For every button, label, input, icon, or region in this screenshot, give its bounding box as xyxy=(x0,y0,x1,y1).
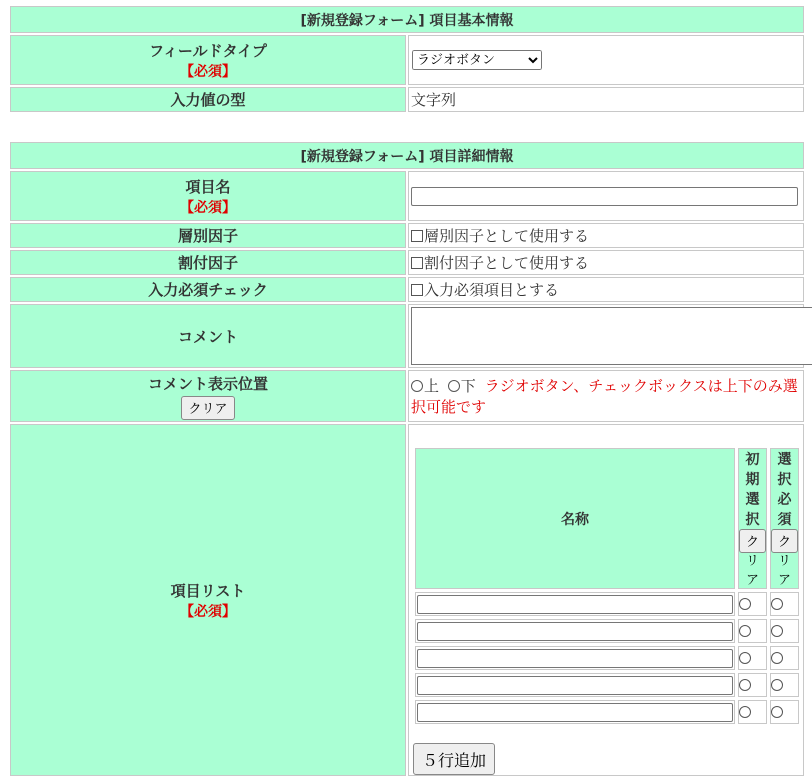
alloc-cell xyxy=(408,250,804,275)
name-cell xyxy=(415,646,735,670)
initial-cell xyxy=(738,700,767,724)
list-header-name: 名称 xyxy=(415,448,735,589)
item-list-label-text: 項目リスト xyxy=(170,581,246,600)
table-row xyxy=(415,646,799,670)
initial-cell xyxy=(738,592,767,616)
comment-cell xyxy=(408,304,804,368)
initial-radio[interactable] xyxy=(739,652,751,664)
required-mark: 【必須】 xyxy=(180,603,236,620)
required-mark: 【必須】 xyxy=(180,63,236,80)
item-name-field[interactable] xyxy=(417,703,733,722)
initial-radio[interactable] xyxy=(739,679,751,691)
required-cell xyxy=(770,673,799,697)
required-radio[interactable] xyxy=(771,679,783,691)
name-cell xyxy=(415,673,735,697)
list-header-initial-text: 初期選択 xyxy=(745,452,760,528)
strata-cell xyxy=(408,223,804,248)
comment-pos-cell xyxy=(408,370,804,422)
item-list-table xyxy=(412,445,802,727)
alloc-checkbox-label: 割付因子として使用する xyxy=(424,254,590,272)
add-five-rows-button[interactable]: ５行追加 xyxy=(413,743,495,775)
name-cell xyxy=(415,592,735,616)
field-type-cell xyxy=(408,35,804,85)
basic-info-header: [新規登録フォーム] 項目基本情報 xyxy=(10,6,804,33)
table-row xyxy=(415,673,799,697)
required-radio[interactable] xyxy=(771,625,783,637)
required-mark: 【必須】 xyxy=(180,199,236,216)
required-radio[interactable] xyxy=(771,652,783,664)
strata-checkbox[interactable] xyxy=(411,230,423,242)
comment-pos-label-text: コメント表示位置 xyxy=(147,374,268,393)
item-name-field[interactable] xyxy=(417,649,733,668)
alloc-checkbox[interactable] xyxy=(411,257,423,269)
required-radio[interactable] xyxy=(771,706,783,718)
required-check-cell xyxy=(408,277,804,302)
item-name-field[interactable] xyxy=(417,622,733,641)
detail-info-table xyxy=(8,140,806,778)
required-check-label: 入力必須チェック xyxy=(10,277,406,302)
required-radio[interactable] xyxy=(771,598,783,610)
initial-cell xyxy=(738,646,767,670)
required-cell xyxy=(770,619,799,643)
strata-checkbox-label: 層別因子として使用する xyxy=(424,227,590,245)
required-cell xyxy=(770,646,799,670)
pos-bottom-radio[interactable] xyxy=(448,380,460,392)
required-clear-button[interactable]: クリア xyxy=(771,529,798,553)
input-type-value: 文字列 xyxy=(408,87,804,112)
item-name-input[interactable] xyxy=(411,187,798,206)
pos-top-label: 上 xyxy=(424,377,440,395)
initial-cell xyxy=(738,673,767,697)
pos-bottom-label: 下 xyxy=(460,377,476,395)
comment-label: コメント xyxy=(10,304,406,368)
initial-cell xyxy=(738,619,767,643)
required-check-checkbox-label: 入力必須項目とする xyxy=(424,281,560,299)
pos-top-radio[interactable] xyxy=(411,380,423,392)
item-name-label-text: 項目名 xyxy=(185,177,231,196)
item-name-field[interactable] xyxy=(417,595,733,614)
comment-pos-clear-button[interactable]: クリア xyxy=(181,396,234,420)
item-name-field[interactable] xyxy=(417,676,733,695)
item-name-label xyxy=(10,171,406,221)
detail-info-header: [新規登録フォーム] 項目詳細情報 xyxy=(10,142,804,169)
list-header-required-text: 選択必須 xyxy=(777,452,792,528)
basic-info-table xyxy=(8,4,806,114)
initial-radio[interactable] xyxy=(739,706,751,718)
list-header-initial xyxy=(738,448,767,589)
required-cell xyxy=(770,700,799,724)
list-header-required xyxy=(770,448,799,589)
initial-clear-button[interactable]: クリア xyxy=(739,529,766,553)
initial-radio[interactable] xyxy=(739,598,751,610)
item-name-cell xyxy=(408,171,804,221)
item-list-label xyxy=(10,424,406,776)
strata-label: 層別因子 xyxy=(10,223,406,248)
field-type-label-text: フィールドタイプ xyxy=(149,41,267,60)
table-row xyxy=(415,592,799,616)
required-check-checkbox[interactable] xyxy=(411,284,423,296)
required-cell xyxy=(770,592,799,616)
name-cell xyxy=(415,700,735,724)
name-cell xyxy=(415,619,735,643)
comment-pos-label xyxy=(10,370,406,422)
table-row xyxy=(415,700,799,724)
table-row xyxy=(415,619,799,643)
alloc-label: 割付因子 xyxy=(10,250,406,275)
item-list-cell xyxy=(408,424,804,776)
input-type-label: 入力値の型 xyxy=(10,87,406,112)
pos-note: ラジオボタン、チェックボックスは上下のみ選択可能です xyxy=(411,377,798,416)
initial-radio[interactable] xyxy=(739,625,751,637)
field-type-label xyxy=(10,35,406,85)
comment-textarea[interactable] xyxy=(411,307,812,365)
field-type-select[interactable] xyxy=(412,50,542,70)
